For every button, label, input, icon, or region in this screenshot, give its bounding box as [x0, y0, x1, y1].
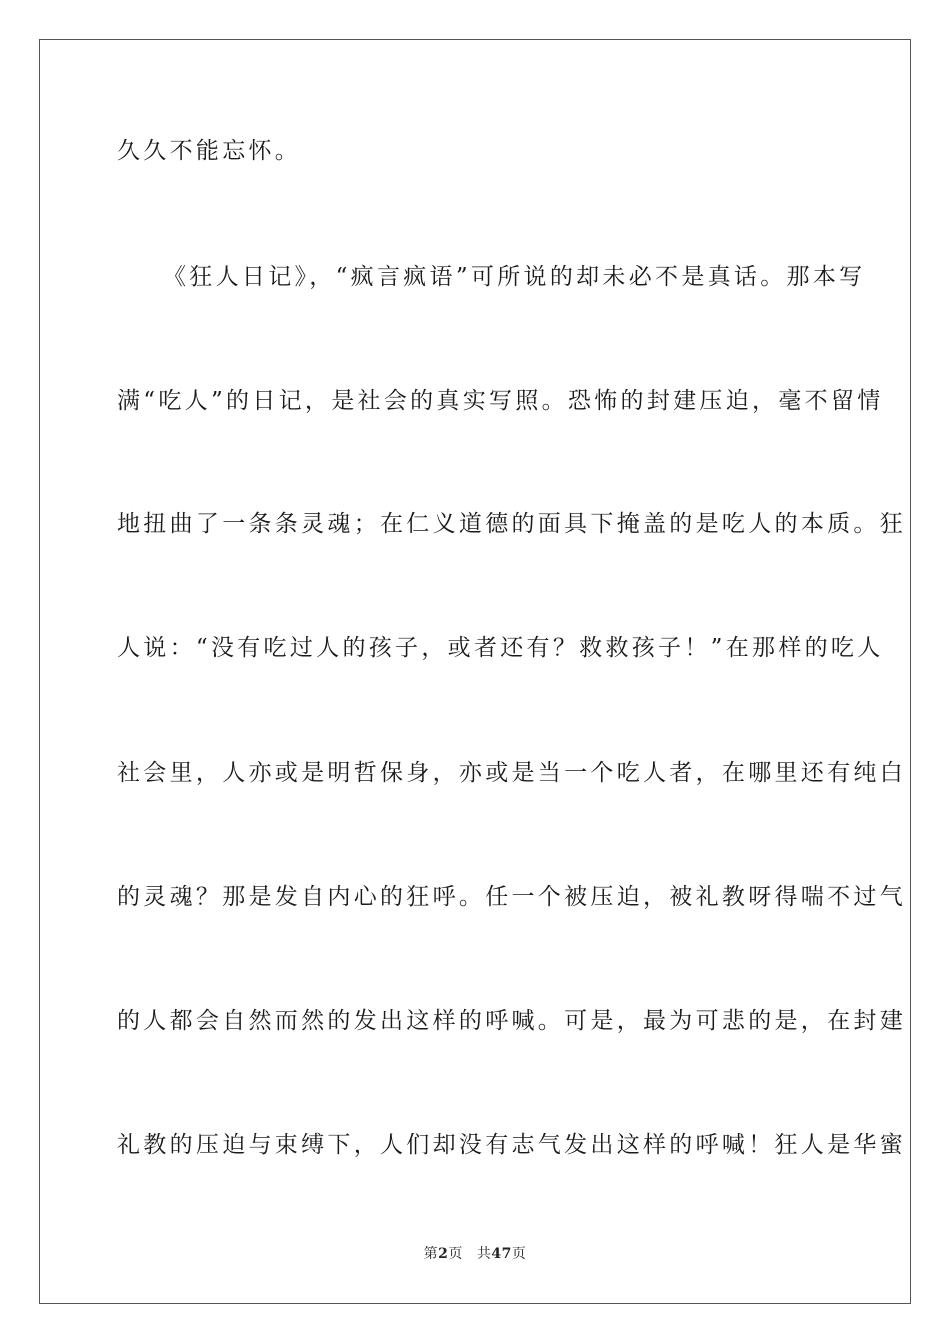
- text-line-7: 的灵魂？那是发自内心的狂呼。任一个被压迫，被礼教呀得喘不过气: [117, 884, 906, 910]
- total-suffix: 页: [511, 1246, 527, 1262]
- text-line-6: 社会里，人亦或是明哲保身，亦或是当一个吃人者，在哪里还有纯白: [117, 760, 906, 786]
- text-line-8: 的人都会自然而然的发出这样的呼喊。可是，最为可悲的是，在封建: [117, 1008, 906, 1034]
- text-line-5: 人说：“没有吃过人的孩子，或者还有？救救孩子！”在那样的吃人: [117, 635, 884, 661]
- page-suffix: 页: [448, 1246, 463, 1262]
- text-line-1: 久久不能忘怀。: [117, 138, 302, 164]
- page-prefix: 第: [423, 1246, 439, 1262]
- page-footer: [0, 1245, 950, 1263]
- page-frame: [39, 39, 911, 1304]
- text-line-4: 地扭曲了一条条灵魂；在仁义道德的面具下掩盖的是吃人的本质。狂: [117, 511, 906, 537]
- total-pages: 47: [491, 1246, 512, 1262]
- text-line-2: 《狂人日记》，“疯言疯语”可所说的却未必不是真话。那本写: [163, 264, 866, 290]
- page-number: 2: [438, 1246, 449, 1262]
- text-line-9: 礼教的压迫与束缚下，人们却没有志气发出这样的呼喊！狂人是华蜜: [117, 1132, 906, 1158]
- total-prefix: 共: [476, 1246, 492, 1262]
- text-line-3: 满“吃人”的日记，是社会的真实写照。恐怖的封建压迫，毫不留情: [117, 388, 884, 414]
